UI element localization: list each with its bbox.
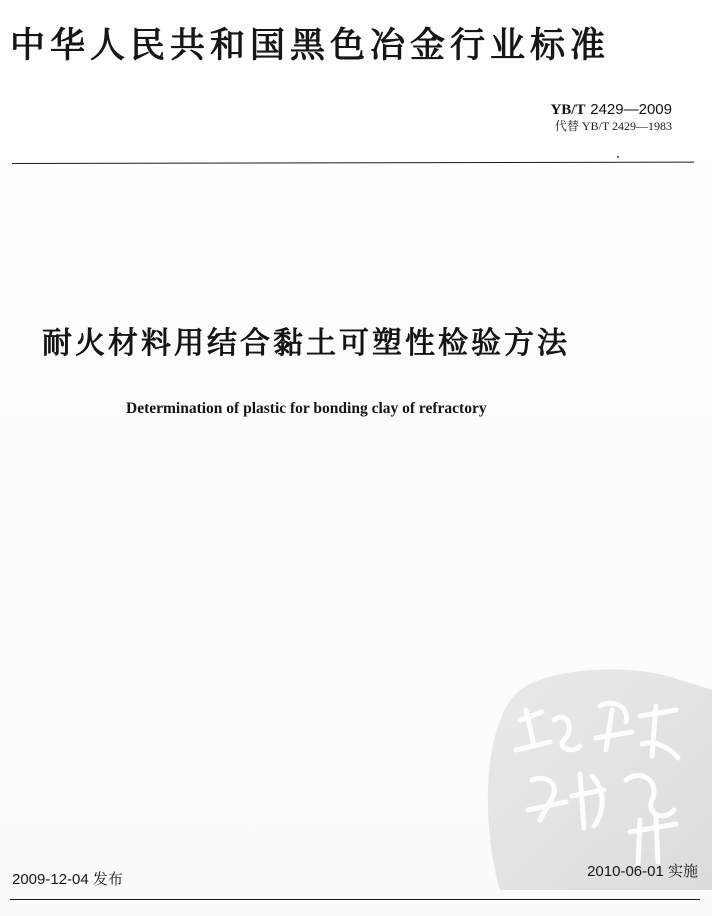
- effective-date: [587, 862, 698, 882]
- document-title-zh: 耐火材料用结合黏土可塑性检验方法: [42, 326, 570, 361]
- effective-date-value: 2010-06-01: [587, 863, 664, 880]
- bottom-divider: [10, 899, 700, 900]
- standard-number: [550, 100, 672, 119]
- standard-number-value: 2429—2009: [590, 101, 672, 118]
- replaces-line: [555, 119, 672, 133]
- standard-code: YB/T: [550, 102, 586, 118]
- seal-watermark-icon: [480, 650, 712, 890]
- document-title-en: Determination of plastic for bonding clay of refractory: [126, 400, 487, 417]
- effective-label: 实施: [667, 863, 698, 880]
- issuer-heading: 中华人民共和国黑色冶金行业标准: [10, 26, 611, 66]
- replaces-standard: YB/T 2429—1983: [581, 119, 672, 133]
- replaces-prefix: 代替: [554, 119, 579, 133]
- publish-date: [12, 870, 123, 890]
- publish-label: 发布: [92, 871, 123, 888]
- scan-dot: [617, 156, 619, 158]
- publish-date-value: 2009-12-04: [12, 871, 89, 888]
- top-divider: [12, 162, 694, 164]
